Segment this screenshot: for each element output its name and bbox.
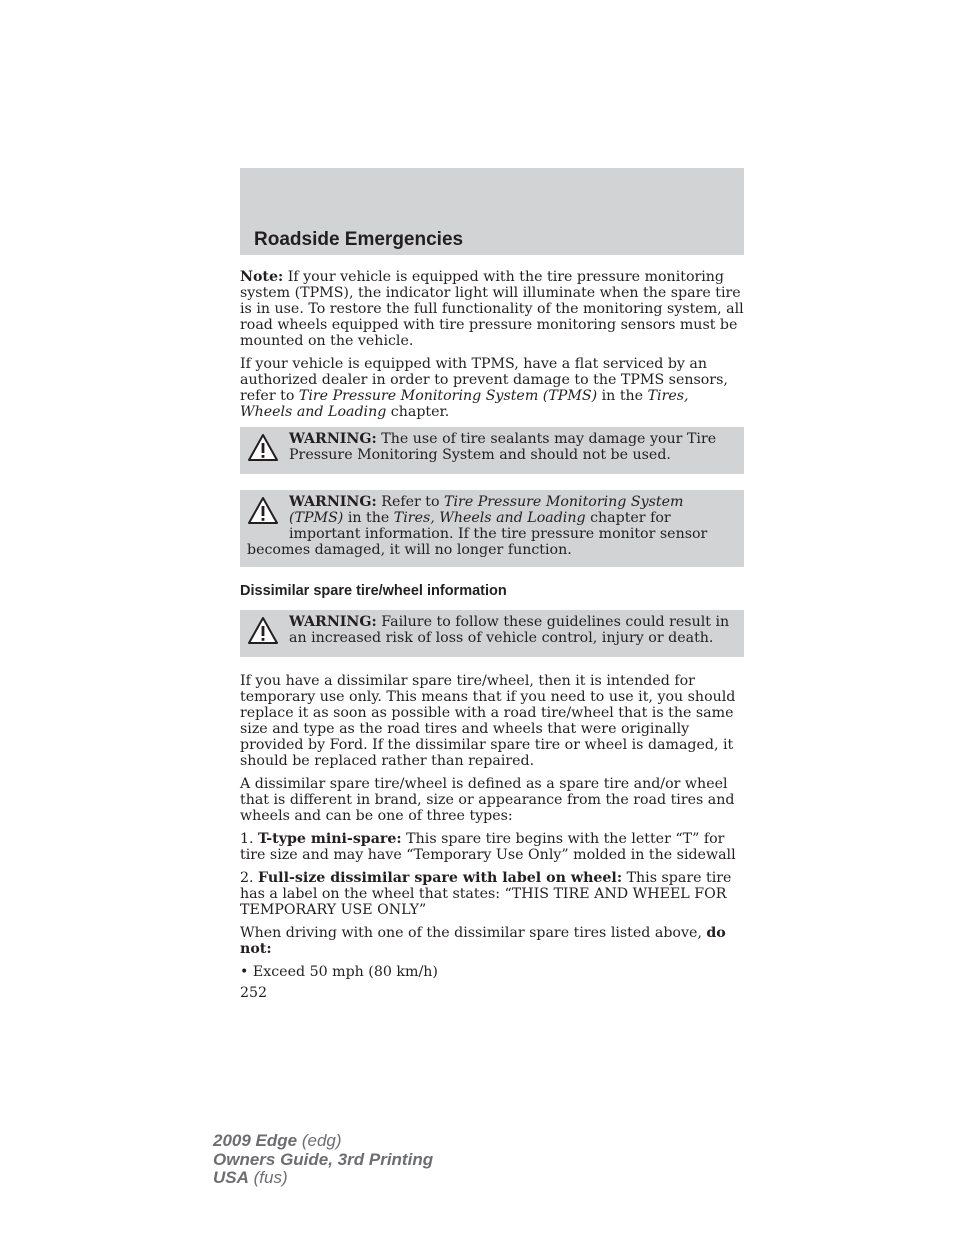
tpms-ref-section: Tire Pressure Monitoring System (TPMS) [298, 388, 598, 404]
driving-text: When driving with one of the dissimilar spare tires listed above, [240, 925, 707, 941]
warning-box-tpms [240, 490, 744, 567]
footer-model: 2009 Edge [213, 1131, 298, 1150]
bullet-item-speed: • Exceed 50 mph (80 km/h) [240, 964, 438, 980]
list-item-text: This spare tire has a label on the wheel that states: “THIS TIRE AND WHEEL FOR TEMPORARY USE ONLY” [240, 870, 732, 918]
list-item-text: This spare tire begins with the letter “T” for tire size and may have “Temporary Use Only” molded in the sidewall [240, 831, 736, 863]
driving-paragraph [240, 925, 744, 957]
tpms-text-2: in the [597, 388, 648, 404]
list-item-label: Full-size dissimilar spare with label on wheel: [258, 870, 623, 886]
page-content [240, 269, 744, 1001]
footer-line-2: Owners Guide, 3rd Printing [213, 1149, 434, 1169]
note-label: Note: [240, 269, 284, 285]
footer-line-1 [213, 1132, 433, 1151]
warning-triangle-icon [247, 616, 279, 646]
warning-box-sealants [240, 427, 744, 474]
footer-line-3 [213, 1169, 433, 1188]
warning-text-1: Refer to [376, 494, 445, 510]
definition-paragraph: A dissimilar spare tire/wheel is defined as a spare tire and/or wheel that is different in brand, size or appearance from the road tires and wheels and can be one of three types: [240, 776, 735, 824]
warning-triangle-icon [247, 496, 279, 526]
footer-model-code: (edg) [297, 1131, 342, 1150]
warning-ref-section: Tire Pressure Monitoring System (TPMS) [289, 494, 684, 526]
warning-text: Failure to follow these guidelines could result in an increased risk of loss of vehicle control, injury or death. [289, 614, 730, 646]
page-number: 252 [240, 985, 268, 1001]
tpms-ref-chapter: Tires, Wheels and Loading [240, 388, 689, 420]
note-text: If your vehicle is equipped with the tire pressure monitoring system (TPMS), the indicator light will illuminate when the spare tire is in use. To restore the full functionality of the monitoring system, all road wheels equipped with tire pressure monitoring sensors must be mounted on the vehicle. [240, 269, 744, 349]
warning-label: WARNING: [289, 431, 377, 447]
list-item-number: 1. [240, 831, 259, 847]
tpms-text-1: If your vehicle is equipped with TPMS, have a flat serviced by an authorized dealer in order to prevent damage to the TPMS sensors, refer to [240, 356, 728, 404]
driving-emphasis: do not: [240, 925, 726, 957]
warning-text-3: chapter for important information. If the tire pressure monitor sensor becomes damaged, it will no longer function. [247, 510, 708, 558]
warning-ref-chapter: Tires, Wheels and Loading [393, 510, 586, 526]
footer-imprint [213, 1132, 433, 1188]
list-item-label: T-type mini-spare: [258, 831, 402, 847]
dissimilar-paragraph: If you have a dissimilar spare tire/wheel, then it is intended for temporary use only. This means that if you need to use it, you should replace it as soon as possible with a road tire/wheel that is the same size and type as the road tires and wheels that were originally provided by Ford. If the dissimilar spare tire or wheel is damaged, it should be replaced rather than repaired. [240, 673, 736, 769]
tpms-text-3: chapter. [386, 404, 450, 420]
section-title: Roadside Emergencies [254, 229, 464, 250]
warning-label: WARNING: [289, 494, 377, 510]
warning-triangle-icon [247, 433, 279, 463]
warning-label: WARNING: [289, 614, 377, 630]
list-item-t-type [240, 831, 744, 863]
section-header-band [240, 168, 744, 255]
warning-text-2: in the [343, 510, 394, 526]
footer-market: USA [213, 1168, 249, 1187]
footer-market-code: (fus) [248, 1168, 288, 1187]
warning-box-guidelines [240, 610, 744, 657]
note-paragraph [240, 269, 744, 349]
warning-text: The use of tire sealants may damage your Tire Pressure Monitoring System and should not be used. [289, 431, 717, 463]
tpms-paragraph [240, 356, 744, 420]
subheading-dissimilar-spare: Dissimilar spare tire/wheel information [240, 583, 507, 599]
list-item-number: 2. [240, 870, 259, 886]
list-item-full-size [240, 870, 744, 918]
